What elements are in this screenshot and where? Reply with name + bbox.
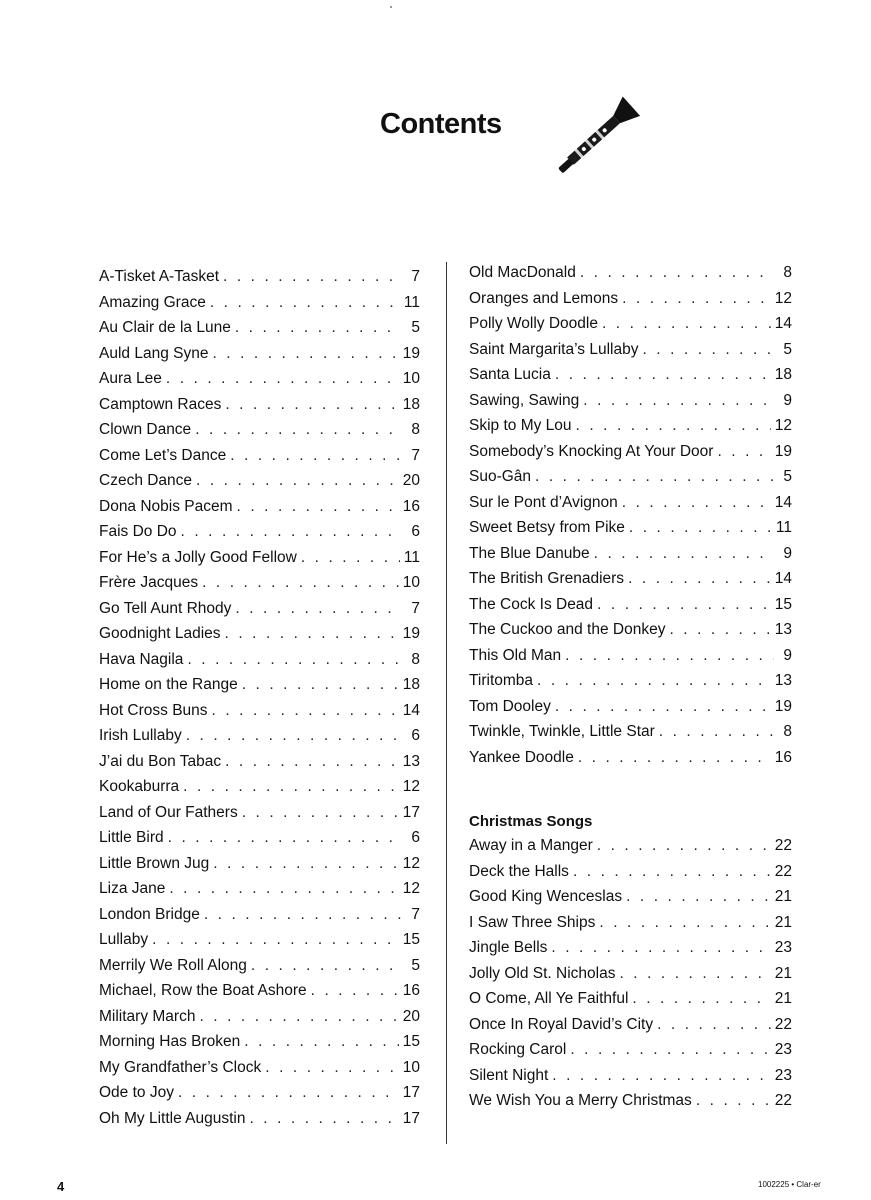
contents-column-left [99, 268, 420, 1135]
page-ref: 22 [774, 1015, 792, 1033]
dot-leader [551, 939, 770, 957]
page-ref: 22 [774, 862, 792, 880]
toc-entry[interactable] [99, 600, 420, 626]
song-title: Hava Nagila [99, 650, 184, 668]
song-title: Deck the Halls [469, 862, 569, 880]
song-title: Home on the Range [99, 676, 238, 693]
dot-leader [251, 957, 402, 975]
page-ref: 13 [774, 621, 792, 638]
song-title: Oh My Little Augustin [99, 1109, 246, 1127]
page-ref: 19 [402, 625, 420, 642]
dot-leader [204, 906, 402, 924]
page-ref: 8 [783, 264, 792, 281]
page-ref: 17 [402, 803, 420, 821]
toc-entry[interactable] [99, 804, 420, 830]
dot-leader [242, 804, 399, 822]
dot-leader [583, 392, 774, 410]
dot-leader [199, 1008, 398, 1026]
song-title: Somebody’s Knocking At Your Door [469, 442, 714, 460]
column-divider [446, 262, 447, 1144]
toc-entry[interactable] [469, 545, 792, 571]
song-title: Merrily We Roll Along [99, 956, 247, 974]
song-title: Clown Dance [99, 421, 192, 438]
dot-leader [576, 417, 771, 435]
song-title: Lullaby [99, 931, 149, 948]
page-ref: 14 [402, 701, 420, 719]
song-title: Dona Nobis Pacem [99, 497, 233, 515]
page-ref: 7 [411, 905, 420, 923]
toc-entry[interactable] [99, 906, 420, 932]
page-ref: 21 [774, 964, 792, 982]
dot-leader [629, 519, 772, 537]
toc-entry[interactable] [99, 370, 420, 396]
toc-entry[interactable] [99, 1033, 420, 1059]
song-title: Little Brown Jug [99, 854, 210, 872]
page-ref: 12 [774, 289, 792, 307]
song-title: Kookaburra [99, 778, 180, 795]
song-title: Good King Wenceslas [469, 888, 623, 905]
toc-entry[interactable] [469, 264, 792, 290]
dot-leader [565, 647, 774, 665]
toc-entry[interactable] [99, 447, 420, 473]
toc-entry[interactable] [469, 647, 792, 673]
dot-leader [659, 723, 774, 741]
page-ref: 10 [402, 370, 420, 387]
toc-entry[interactable] [99, 727, 420, 753]
toc-entry[interactable] [469, 749, 792, 775]
page-ref: 6 [411, 523, 420, 540]
dot-leader [552, 1067, 770, 1085]
page-ref: 7 [411, 268, 420, 285]
toc-entry[interactable] [99, 880, 420, 906]
toc-entry[interactable] [469, 939, 792, 965]
christmas-songs-list [469, 837, 792, 1118]
dot-leader [537, 672, 771, 690]
dot-leader [212, 345, 398, 363]
song-title: Jolly Old St. Nicholas [469, 964, 616, 982]
song-title: Goodnight Ladies [99, 625, 221, 642]
page-ref: 14 [774, 315, 792, 332]
page-ref: 11 [403, 293, 420, 311]
dot-leader [602, 315, 771, 333]
page-ref: 21 [774, 888, 792, 905]
song-title: O Come, All Ye Faithful [469, 990, 629, 1007]
song-title: This Old Man [469, 646, 562, 664]
song-title: Irish Lullaby [99, 727, 182, 744]
page-ref: 5 [783, 340, 792, 358]
dot-leader [597, 596, 771, 614]
song-title: Santa Lucia [469, 366, 551, 383]
dot-leader [628, 570, 771, 588]
song-title: My Grandfather’s Clock [99, 1058, 262, 1076]
song-title: Camptown Races [99, 395, 222, 413]
dot-leader [580, 264, 774, 282]
dot-leader [657, 1016, 771, 1034]
dot-leader [597, 837, 771, 855]
dot-leader [622, 290, 771, 308]
dot-leader [249, 1110, 398, 1128]
toc-entry[interactable] [99, 676, 420, 702]
dot-leader [168, 829, 402, 847]
dot-leader [717, 443, 770, 461]
page-ref: 11 [775, 519, 792, 536]
page-ref: 19 [774, 442, 792, 460]
toc-entry[interactable] [99, 1008, 420, 1034]
song-title: Auld Lang Syne [99, 344, 209, 362]
song-title: The Cock Is Dead [469, 595, 594, 613]
toc-entry[interactable] [99, 778, 420, 804]
toc-entry[interactable] [469, 392, 792, 418]
toc-entry[interactable] [469, 888, 792, 914]
toc-entry[interactable] [99, 472, 420, 498]
dot-leader [237, 498, 399, 516]
dot-leader [225, 625, 399, 643]
page-ref: 6 [411, 727, 420, 744]
page-ref: 13 [402, 752, 420, 770]
song-title: Go Tell Aunt Rhody [99, 599, 232, 617]
toc-entry[interactable] [99, 753, 420, 779]
toc-entry[interactable] [469, 468, 792, 494]
toc-entry[interactable] [469, 341, 792, 367]
page-ref: 5 [783, 468, 792, 485]
dot-leader [626, 888, 771, 906]
toc-entry[interactable] [469, 1016, 792, 1042]
dot-leader [230, 447, 402, 465]
page-ref: 9 [783, 646, 792, 664]
song-title: Twinkle, Twinkle, Little Star [469, 723, 655, 740]
toc-entry[interactable] [99, 651, 420, 677]
page-ref: 18 [774, 366, 792, 383]
song-title: The Cuckoo and the Donkey [469, 621, 666, 638]
page-number: 4 [57, 1179, 65, 1194]
song-title: Czech Dance [99, 472, 193, 489]
toc-entry[interactable] [99, 957, 420, 983]
toc-entry[interactable] [99, 396, 420, 422]
page-title: Contents [380, 108, 502, 140]
song-title: J’ai du Bon Tabac [99, 752, 222, 770]
page-ref: 21 [774, 913, 792, 931]
page-ref: 15 [774, 595, 792, 613]
page-ref: 7 [411, 599, 420, 617]
toc-entry[interactable] [469, 621, 792, 647]
toc-entry[interactable] [469, 417, 792, 443]
toc-entry[interactable] [99, 1084, 420, 1110]
dot-leader [265, 1059, 399, 1077]
clarinet-icon [540, 80, 650, 198]
song-title: Rocking Carol [469, 1041, 567, 1058]
page-ref: 23 [774, 939, 792, 956]
dot-leader [169, 880, 398, 898]
page-ref: 15 [402, 1033, 420, 1050]
song-title: The Blue Danube [469, 544, 590, 562]
page-ref: 23 [774, 1066, 792, 1084]
song-title: Suo-Gân [469, 468, 532, 485]
toc-entry[interactable] [99, 829, 420, 855]
christmas-songs-heading: Christmas Songs [469, 813, 593, 830]
song-title: For He’s a Jolly Good Fellow [99, 548, 297, 566]
toc-entry[interactable] [469, 837, 792, 863]
song-title: Saint Margarita’s Lullaby [469, 340, 639, 358]
toc-entry[interactable] [99, 1110, 420, 1136]
dot-leader [578, 749, 771, 767]
toc-entry[interactable] [469, 290, 792, 316]
page-ref: 19 [774, 697, 792, 715]
song-title: Sweet Betsy from Pike [469, 519, 625, 536]
page-ref: 10 [402, 1058, 420, 1076]
toc-entry[interactable] [99, 702, 420, 728]
dot-leader [669, 621, 770, 639]
page-ref: 12 [774, 417, 792, 434]
song-title: Michael, Row the Boat Ashore [99, 982, 307, 999]
song-title: Ode to Joy [99, 1084, 174, 1101]
page-ref: 12 [402, 880, 420, 897]
toc-entry[interactable] [99, 268, 420, 294]
dot-leader [181, 523, 402, 541]
page-ref: 9 [783, 391, 792, 409]
song-title: Sur le Pont d’Avignon [469, 493, 618, 511]
song-title: We Wish You a Merry Christmas [469, 1092, 692, 1109]
toc-entry[interactable] [99, 549, 420, 575]
dot-leader [242, 676, 399, 694]
page-ref: 8 [411, 421, 420, 438]
dot-leader [210, 294, 400, 312]
toc-entry[interactable] [469, 863, 792, 889]
dot-leader [183, 778, 399, 796]
page-ref: 20 [402, 472, 420, 489]
toc-entry[interactable] [99, 855, 420, 881]
dot-leader [152, 931, 399, 949]
page-ref: 9 [783, 544, 792, 562]
page-ref: 16 [402, 497, 420, 515]
dot-leader [223, 268, 402, 286]
song-title: Land of Our Fathers [99, 803, 238, 821]
song-title: Fais Do Do [99, 523, 177, 540]
song-title: Aura Lee [99, 370, 162, 387]
song-title: Tom Dooley [469, 697, 551, 715]
dot-leader [535, 468, 774, 486]
page-ref: 16 [774, 748, 792, 766]
toc-entry[interactable] [469, 965, 792, 991]
page-ref: 19 [402, 344, 420, 362]
toc-entry[interactable] [469, 723, 792, 749]
page-ref: 22 [774, 837, 792, 854]
footer-code: 1002225 • Clar-er [758, 1180, 821, 1189]
page-ref: 18 [402, 676, 420, 693]
page-ref: 11 [403, 548, 420, 566]
contents-column-right [469, 264, 792, 774]
dot-leader [594, 545, 774, 563]
print-speck [390, 6, 392, 8]
dot-leader [178, 1084, 399, 1102]
toc-entry[interactable] [469, 570, 792, 596]
toc-entry[interactable] [469, 698, 792, 724]
toc-entry[interactable] [99, 625, 420, 651]
toc-entry[interactable] [99, 294, 420, 320]
dot-leader [235, 600, 402, 618]
dot-leader [599, 914, 770, 932]
song-title: Military March [99, 1007, 196, 1025]
toc-entry[interactable] [469, 1041, 792, 1067]
dot-leader [195, 421, 402, 439]
song-title: Yankee Doodle [469, 748, 574, 766]
dot-leader [212, 702, 399, 720]
song-title: Frère Jacques [99, 574, 199, 591]
toc-entry[interactable] [469, 315, 792, 341]
toc-entry[interactable] [469, 914, 792, 940]
song-title: Liza Jane [99, 880, 166, 897]
page-ref: 23 [774, 1041, 792, 1058]
dot-leader [235, 319, 402, 337]
toc-entry[interactable] [99, 319, 420, 345]
page-ref: 6 [411, 829, 420, 846]
page-ref: 8 [411, 650, 420, 668]
dot-leader [225, 396, 398, 414]
toc-entry[interactable] [469, 519, 792, 545]
song-title: Sawing, Sawing [469, 391, 580, 409]
song-title: Once In Royal David’s City [469, 1015, 654, 1033]
song-title: Tiritomba [469, 672, 534, 689]
page-ref: 21 [774, 990, 792, 1007]
song-title: A-Tisket A-Tasket [99, 268, 220, 285]
page-ref: 10 [402, 574, 420, 591]
page-ref: 14 [774, 493, 792, 511]
dot-leader [196, 472, 399, 490]
toc-entry[interactable] [469, 596, 792, 622]
toc-entry[interactable] [99, 574, 420, 600]
page-ref: 12 [402, 778, 420, 795]
dot-leader [213, 855, 398, 873]
page-ref: 5 [411, 956, 420, 974]
toc-entry[interactable] [469, 494, 792, 520]
page-ref: 13 [774, 672, 792, 689]
toc-entry[interactable] [469, 443, 792, 469]
page-ref: 17 [402, 1084, 420, 1101]
toc-entry[interactable] [469, 366, 792, 392]
song-title: Away in a Manger [469, 837, 593, 854]
page-ref: 18 [402, 395, 420, 413]
dot-leader [555, 366, 771, 384]
song-title: Silent Night [469, 1066, 549, 1084]
dot-leader [186, 727, 402, 745]
dot-leader [225, 753, 399, 771]
page-ref: 20 [402, 1007, 420, 1025]
page-ref: 16 [402, 982, 420, 999]
page-ref: 12 [402, 854, 420, 872]
song-title: Au Clair de la Lune [99, 319, 231, 336]
toc-entry[interactable] [469, 990, 792, 1016]
dot-leader [619, 965, 770, 983]
toc-entry[interactable] [99, 931, 420, 957]
song-title: The British Grenadiers [469, 570, 625, 587]
song-title: Hot Cross Buns [99, 701, 208, 719]
dot-leader [555, 698, 771, 716]
song-title: Come Let’s Dance [99, 446, 227, 464]
page-ref: 15 [402, 931, 420, 948]
song-title: I Saw Three Ships [469, 913, 596, 931]
toc-entry[interactable] [469, 672, 792, 698]
dot-leader [632, 990, 770, 1008]
page-ref: 7 [411, 446, 420, 464]
toc-entry[interactable] [99, 1059, 420, 1085]
dot-leader [570, 1041, 770, 1059]
song-title: Polly Wolly Doodle [469, 315, 598, 332]
page-ref: 14 [774, 570, 792, 587]
toc-entry[interactable] [99, 982, 420, 1008]
toc-entry[interactable] [99, 498, 420, 524]
song-title: Old MacDonald [469, 264, 576, 281]
dot-leader [166, 370, 399, 388]
toc-entry[interactable] [99, 345, 420, 371]
song-title: Little Bird [99, 829, 164, 846]
toc-entry[interactable] [469, 1067, 792, 1093]
dot-leader [642, 341, 774, 359]
song-title: Amazing Grace [99, 293, 206, 311]
toc-entry[interactable] [99, 523, 420, 549]
dot-leader [573, 863, 771, 881]
page-ref: 17 [402, 1109, 420, 1127]
dot-leader [311, 982, 399, 1000]
toc-entry[interactable] [99, 421, 420, 447]
song-title: Skip to My Lou [469, 417, 572, 434]
page-ref: 8 [783, 723, 792, 740]
dot-leader [202, 574, 399, 592]
dot-leader [622, 494, 771, 512]
dot-leader [244, 1033, 398, 1051]
song-title: Jingle Bells [469, 939, 548, 956]
page-ref: 5 [411, 319, 420, 336]
page-ref: 22 [774, 1092, 792, 1109]
song-title: Oranges and Lemons [469, 289, 619, 307]
dot-leader [187, 651, 402, 669]
dot-leader [696, 1092, 771, 1110]
song-title: Morning Has Broken [99, 1033, 241, 1050]
song-title: London Bridge [99, 905, 200, 923]
dot-leader [301, 549, 400, 567]
toc-entry[interactable] [469, 1092, 792, 1118]
